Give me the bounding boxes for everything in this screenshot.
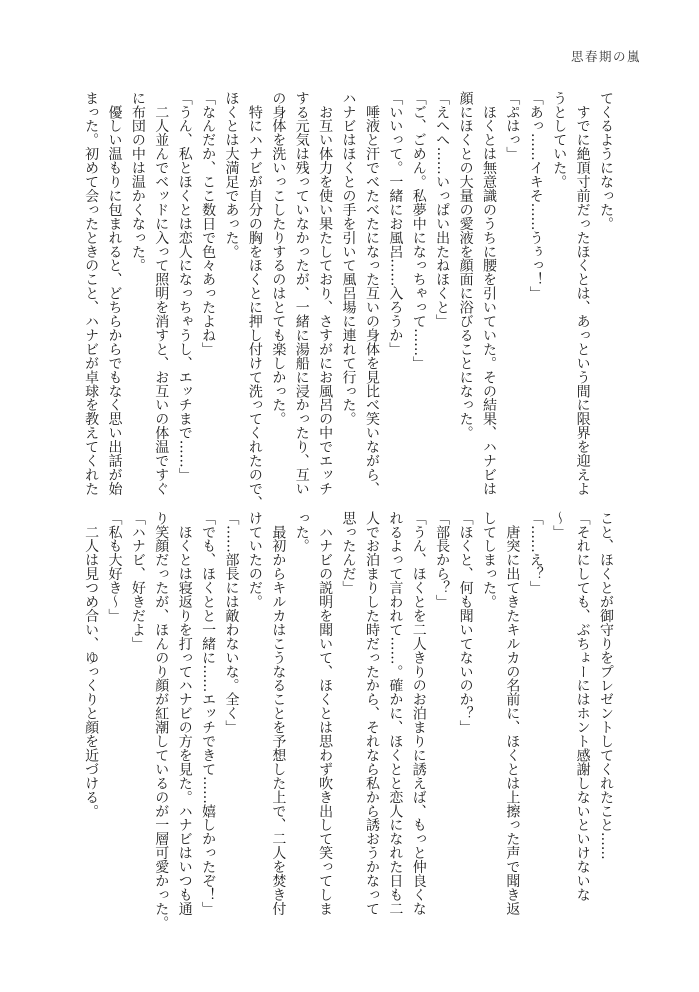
text-column: 「部長から？」 xyxy=(434,511,451,609)
text-column: まった。初めて会ったときのこと、ハナビが卓球を教えてくれた xyxy=(83,91,100,496)
text-column: 特にハナビが自分の胸をほくとに押し付けて洗ってくれたので、 xyxy=(246,91,263,510)
text-column: してしまった。 xyxy=(480,511,497,609)
text-column: すでに絶頂寸前だったほくとは、あっという間に限界を迎えよ xyxy=(574,91,591,496)
text-column: 二人は見つめ合い、ゆっくりと顔を近づける。 xyxy=(83,511,100,818)
text-column: 人でお泊まりした時だったから、それなら私から誘おうかなって xyxy=(363,511,380,916)
text-column: 顔にほくとの大量の愛液を顔面に浴びることになった。 xyxy=(457,91,474,440)
upper-text-block xyxy=(79,91,617,510)
text-column: 「ご、ごめん。私夢中になっちゃって……」 xyxy=(410,91,427,371)
text-column: 「うん、私とほくとは恋人になっちゃうし、エッチまで……」 xyxy=(176,91,193,482)
text-column: ほくとは大満足であった。 xyxy=(223,91,240,259)
text-column: 「ハナビ、好きだよ」 xyxy=(129,511,146,651)
text-column: ほくとは寝返りを打ってハナビの方を見た。ハナビはいつも通 xyxy=(176,511,193,916)
text-column: 唐突に出てきたキルカの名前に、ほくとは上擦った声で聞き返 xyxy=(504,511,521,916)
text-column: 「ぷはっ」 xyxy=(504,91,521,161)
text-column: 最初からキルカはこうなることを予想した上で、二人を焚き付 xyxy=(270,511,287,916)
text-column: 唾液と汗でべたべたになった互いの身体を見比べ笑いながら、 xyxy=(363,91,380,496)
text-column: り笑顔だったが、ほんのり顔が紅潮しているのが一層可愛かった。 xyxy=(153,511,170,930)
text-column: お互い体力を使い果たしており、さすがにお風呂の中でエッチ xyxy=(317,91,334,496)
text-column: 「……え？」 xyxy=(527,511,544,595)
text-column: 「……部長には敵わないな。全く」 xyxy=(223,511,240,735)
text-column: 「いいって。一緒にお風呂……入ろうか」 xyxy=(387,91,404,357)
text-column: った。 xyxy=(293,511,310,553)
text-column: 「うん、ほくとを二人きりのお泊まりに誘えば、もっと仲良くな xyxy=(410,511,427,916)
text-column: 「あっ……イキそ……うぅっ！」 xyxy=(527,91,544,301)
text-column: 「ほくと、何も聞いてないのか？」 xyxy=(457,511,474,735)
text-column: けていたのだ。 xyxy=(246,511,263,609)
text-column: うとしていた。 xyxy=(551,91,568,189)
lower-text-block xyxy=(79,511,617,930)
text-column: ハナビの説明を聞いて、ほくとは思わず吹き出して笑ってしま xyxy=(317,511,334,916)
text-column: 「それにしても、ぶちょーにはホント感謝しないといけないな xyxy=(574,511,591,902)
text-column: 「えへへ……いっぱい出たねほくと」 xyxy=(434,91,451,329)
text-column: の身体を洗いっこしたりするのはとても楽しかった。 xyxy=(270,91,287,426)
running-head-title: 思春期の嵐 xyxy=(570,49,641,64)
text-column: 優しい温もりに包まれると、どちらからでもなく思い出話が始 xyxy=(106,91,123,496)
text-column: ほくとは無意識のうちに腰を引いていた。その結果、ハナビは xyxy=(480,91,497,496)
text-column: ハナビはほくとの手を引いて風呂場に連れて行った。 xyxy=(340,91,357,426)
text-column: 「私も大好き〜」 xyxy=(106,511,123,623)
text-column: 思ったんだ」 xyxy=(340,511,357,595)
text-column: 〜」 xyxy=(551,511,568,539)
text-column: する元気は残っていなかったが、一緒に湯船に浸かったり、互い xyxy=(293,91,310,496)
text-column: に布団の中は温かくなった。 xyxy=(129,91,146,273)
text-column: 「でも、ほくとと一緒に……エッチできて……嬉しかったぞ！」 xyxy=(200,511,217,916)
text-column: てくるようになった。 xyxy=(598,91,614,231)
text-column: こと、ほくとが御守りをプレゼントしてくれたこと…… xyxy=(598,511,614,860)
text-column: 「なんだか、ここ数日で色々あったよね」 xyxy=(200,91,217,357)
text-column: れるよって言われて……。確かに、ほくとと恋人になれた日も二 xyxy=(387,511,404,916)
text-column: 二人並んでベッドに入って照明を消すと、お互いの体温ですぐ xyxy=(153,91,170,496)
